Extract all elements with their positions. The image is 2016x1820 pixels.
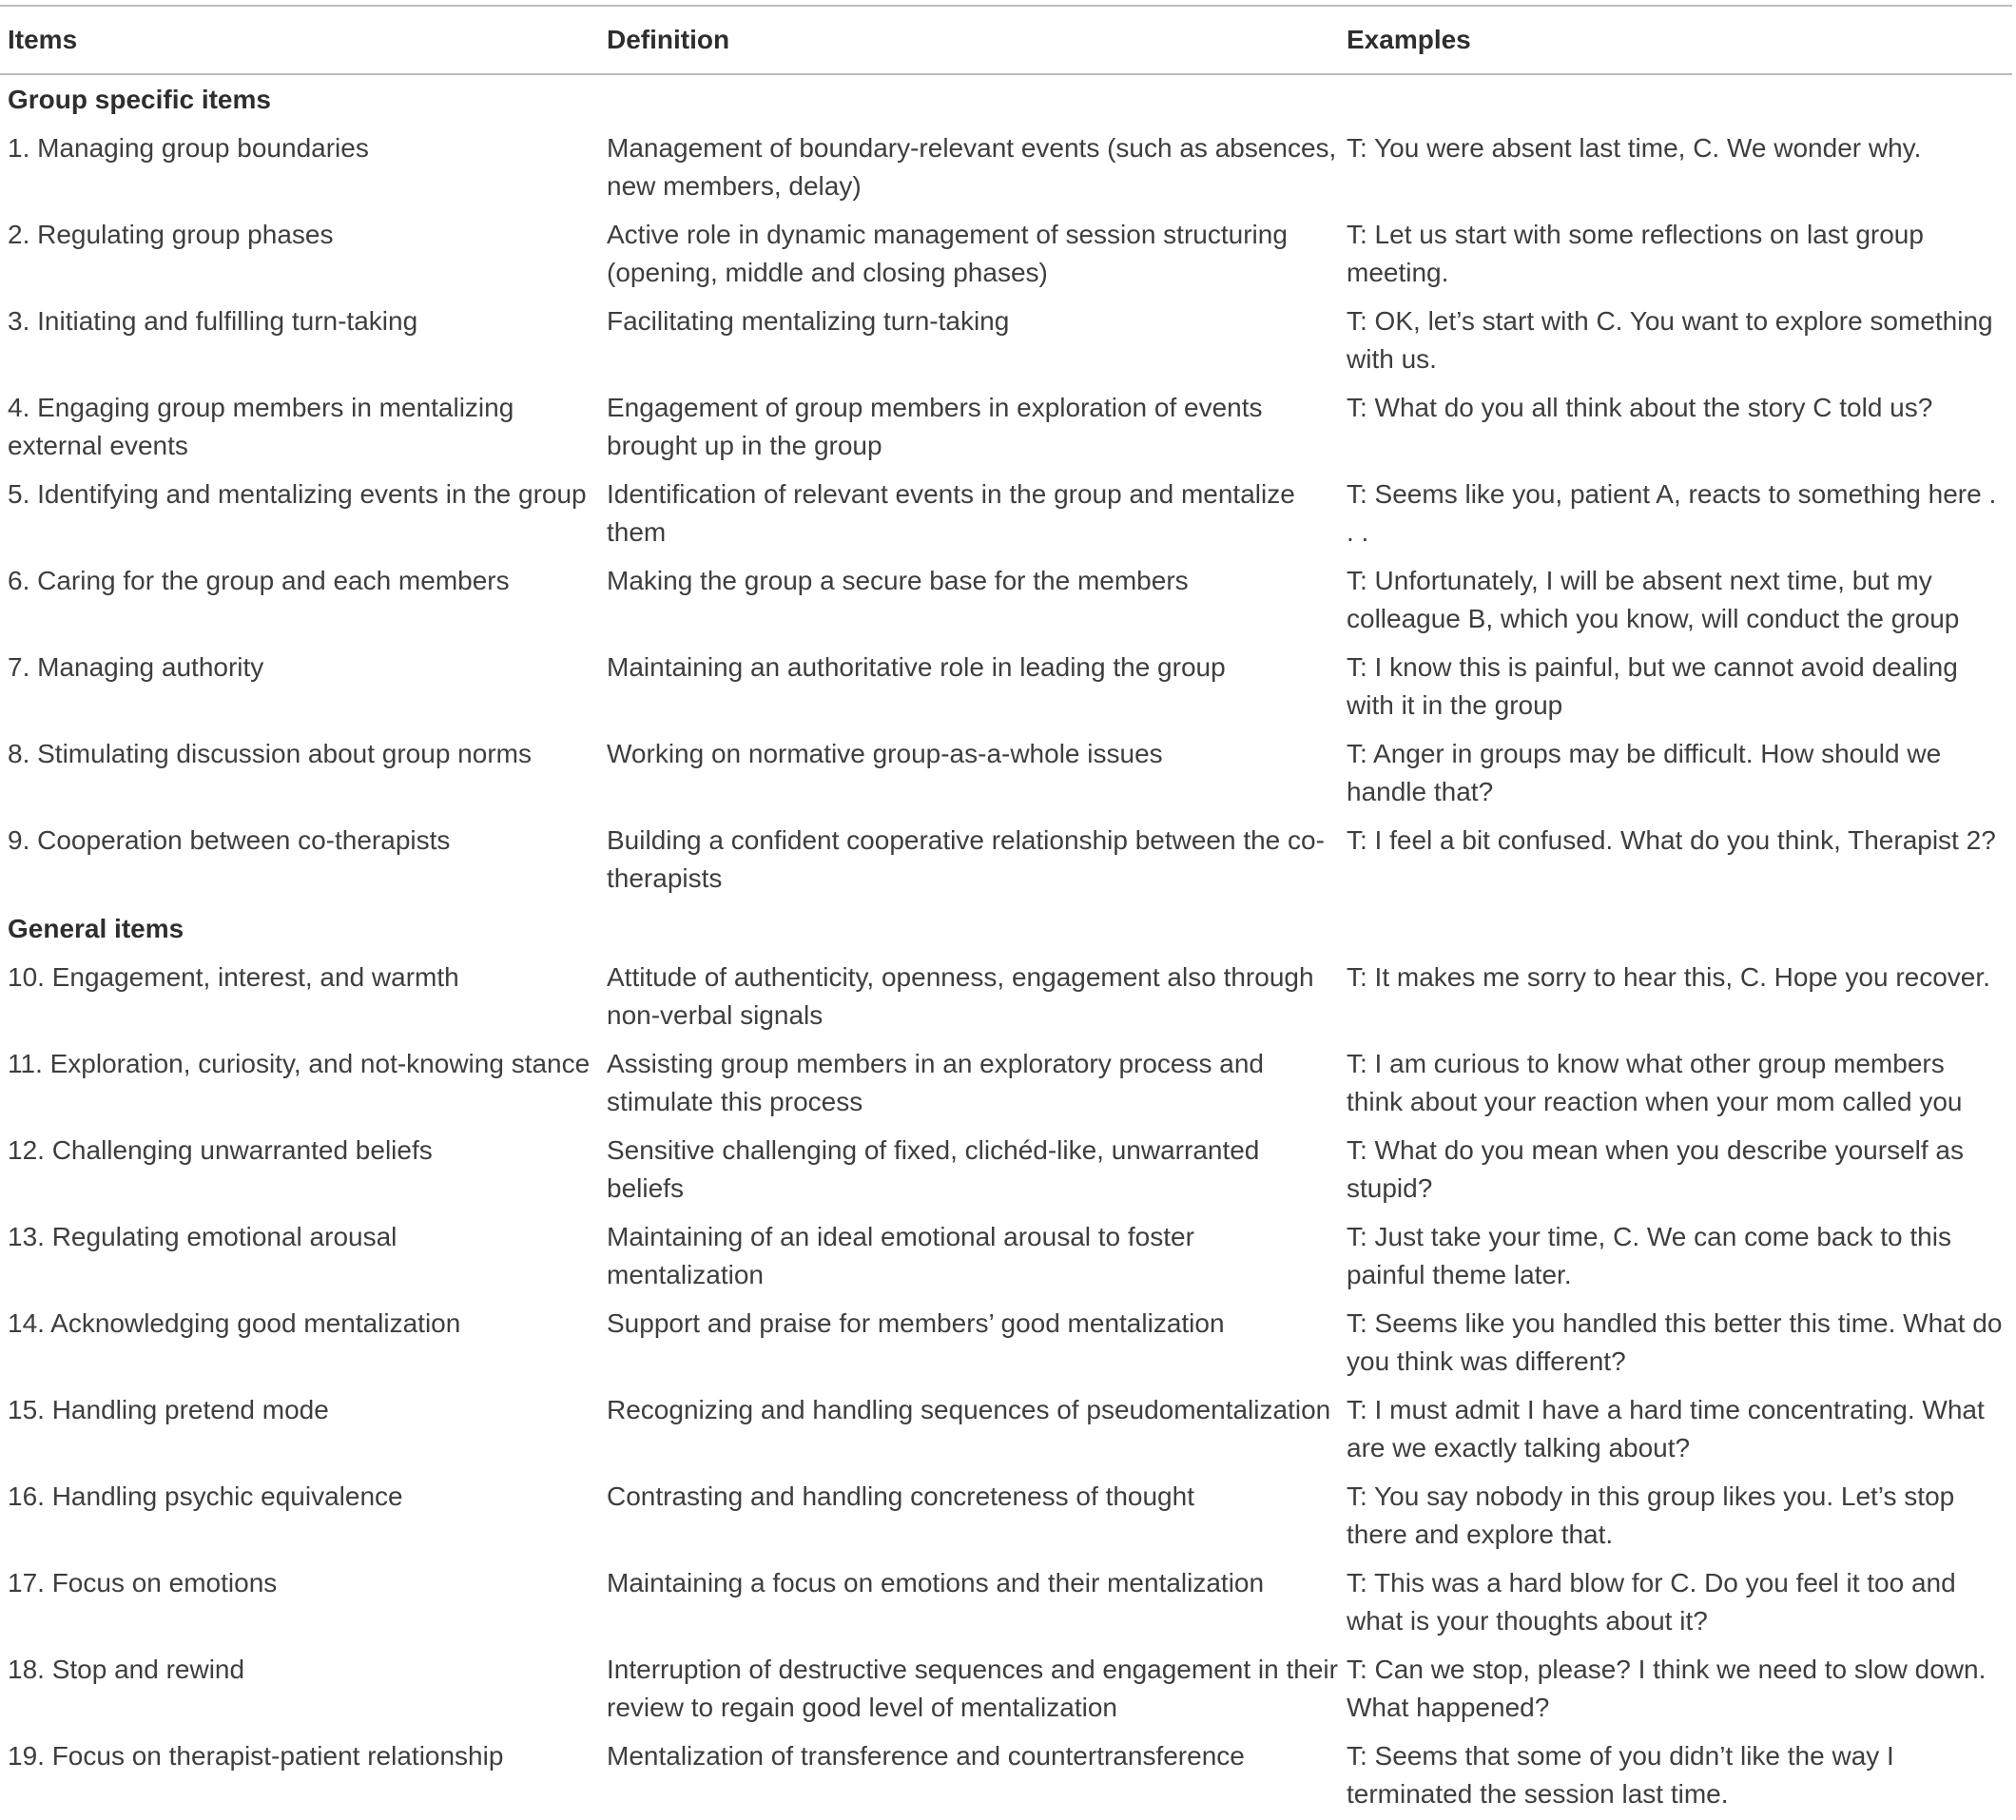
header-definition: Definition — [607, 25, 730, 54]
table-row — [0, 1733, 2012, 1820]
table-row — [0, 1041, 2012, 1128]
item-cell: 6. Caring for the group and each members — [8, 566, 510, 595]
definition-cell: Interruption of destructive sequences and engagement in their review to regain good level of mentalization — [607, 1655, 1338, 1722]
definition-cell: Identification of relevant events in the group and mentalize them — [607, 479, 1295, 547]
item-cell: 13. Regulating emotional arousal — [8, 1222, 397, 1251]
example-cell: T: Just take your time, C. We can come back to this painful theme later. — [1347, 1222, 1951, 1289]
example-cell: T: Can we stop, please? I think we need to slow down. What happened? — [1347, 1655, 1987, 1722]
definition-cell: Active role in dynamic management of session structuring (opening, middle and closing phases) — [607, 220, 1288, 287]
table-row — [0, 1560, 2012, 1647]
table-row — [0, 126, 2012, 212]
item-cell: 9. Cooperation between co-therapists — [8, 825, 451, 855]
item-cell: 5. Identifying and mentalizing events in the group — [8, 479, 587, 509]
section-header-row — [0, 74, 2012, 126]
definition-cell: Contrasting and handling concreteness of thought — [607, 1481, 1194, 1511]
table-row — [0, 1214, 2012, 1301]
item-cell: 2. Regulating group phases — [8, 220, 334, 249]
header-examples: Examples — [1347, 25, 1471, 54]
definition-cell: Assisting group members in an exploratory process and stimulate this process — [607, 1049, 1265, 1116]
table-row — [0, 385, 2012, 472]
section-header-row — [0, 904, 2012, 955]
definition-cell: Maintaining an authoritative role in leading the group — [607, 652, 1226, 682]
example-cell: T: Anger in groups may be difficult. How should we handle that? — [1347, 739, 1942, 806]
table-row — [0, 1647, 2012, 1733]
table-row — [0, 955, 2012, 1041]
item-cell: 17. Focus on emotions — [8, 1568, 278, 1597]
example-cell: T: Seems like you, patient A, reacts to something here . . . — [1347, 479, 1997, 547]
example-cell: T: This was a hard blow for C. Do you feel it too and what is your thoughts about it? — [1347, 1568, 1956, 1636]
item-cell: 11. Exploration, curiosity, and not-knowing stance — [8, 1049, 591, 1078]
example-cell: T: Seems that some of you didn’t like the way I terminated the session last time. — [1347, 1741, 1894, 1809]
definition-cell: Working on normative group-as-a-whole issues — [607, 739, 1163, 768]
definition-cell: Recognizing and handling sequences of pseudomentalization — [607, 1395, 1331, 1424]
definition-cell: Maintaining of an ideal emotional arousal to foster mentalization — [607, 1222, 1194, 1289]
item-cell: 15. Handling pretend mode — [8, 1395, 329, 1424]
item-cell: 7. Managing authority — [8, 652, 264, 682]
example-cell: T: You say nobody in this group likes you. Let’s stop there and explore that. — [1347, 1481, 1955, 1549]
definition-cell: Engagement of group members in exploration of events brought up in the group — [607, 393, 1263, 460]
table-row — [0, 731, 2012, 818]
example-cell: T: You were absent last time, C. We wonder why. — [1347, 133, 1922, 163]
table-row — [0, 818, 2012, 904]
definition-cell: Mentalization of transference and countertransference — [607, 1741, 1245, 1771]
definition-cell: Facilitating mentalizing turn-taking — [607, 306, 1010, 336]
table-row — [0, 558, 2012, 645]
example-cell: T: It makes me sorry to hear this, C. Hope you recover. — [1347, 962, 1990, 992]
item-cell: 18. Stop and rewind — [8, 1655, 245, 1684]
example-cell: T: What do you mean when you describe yourself as stupid? — [1347, 1135, 1965, 1203]
definition-cell: Attitude of authenticity, openness, engagement also through non-verbal signals — [607, 962, 1314, 1030]
item-cell: 3. Initiating and fulfilling turn-taking — [8, 306, 418, 336]
table-header — [0, 6, 2012, 74]
example-cell: T: Unfortunately, I will be absent next time, but my colleague B, which you know, will conduct the group — [1347, 566, 1960, 633]
example-cell: T: Seems like you handled this better this time. What do you think was different? — [1347, 1308, 2003, 1376]
section-title: General items — [8, 914, 184, 943]
section-title: Group specific items — [8, 85, 271, 114]
definition-cell: Making the group a secure base for the members — [607, 566, 1189, 595]
table-row — [0, 1301, 2012, 1387]
definition-cell: Maintaining a focus on emotions and their mentalization — [607, 1568, 1265, 1597]
item-cell: 14. Acknowledging good mentalization — [8, 1308, 461, 1338]
table-row — [0, 212, 2012, 299]
item-cell: 4. Engaging group members in mentalizing external events — [8, 393, 514, 460]
example-cell: T: I know this is painful, but we cannot avoid dealing with it in the group — [1347, 652, 1958, 720]
definition-cell: Building a confident cooperative relationship between the co-therapists — [607, 825, 1325, 893]
definition-cell: Management of boundary-relevant events (such as absences, new members, delay) — [607, 133, 1337, 201]
item-cell: 1. Managing group boundaries — [8, 133, 369, 163]
example-cell: T: I am curious to know what other group members think about your reaction when your mom called you — [1347, 1049, 1963, 1116]
table-row — [0, 1387, 2012, 1474]
table-row — [0, 1474, 2012, 1560]
items-table — [0, 5, 2012, 1820]
example-cell: T: What do you all think about the story C told us? — [1347, 393, 1933, 422]
table-row — [0, 1128, 2012, 1214]
table-row — [0, 299, 2012, 385]
table-row — [0, 645, 2012, 731]
table-body — [0, 74, 2012, 1820]
item-cell: 19. Focus on therapist-patient relationship — [8, 1741, 504, 1771]
table-row — [0, 472, 2012, 558]
header-items: Items — [8, 25, 78, 54]
item-cell: 10. Engagement, interest, and warmth — [8, 962, 459, 992]
definition-cell: Sensitive challenging of fixed, clichéd-like, unwarranted beliefs — [607, 1135, 1260, 1203]
example-cell: T: OK, let’s start with C. You want to explore something with us. — [1347, 306, 1993, 374]
item-cell: 8. Stimulating discussion about group norms — [8, 739, 532, 768]
item-cell: 16. Handling psychic equivalence — [8, 1481, 403, 1511]
example-cell: T: I feel a bit confused. What do you think, Therapist 2? — [1347, 825, 1996, 855]
example-cell: T: I must admit I have a hard time concentrating. What are we exactly talking about? — [1347, 1395, 1985, 1462]
example-cell: T: Let us start with some reflections on last group meeting. — [1347, 220, 1924, 287]
definition-cell: Support and praise for members’ good mentalization — [607, 1308, 1225, 1338]
item-cell: 12. Challenging unwarranted beliefs — [8, 1135, 433, 1165]
